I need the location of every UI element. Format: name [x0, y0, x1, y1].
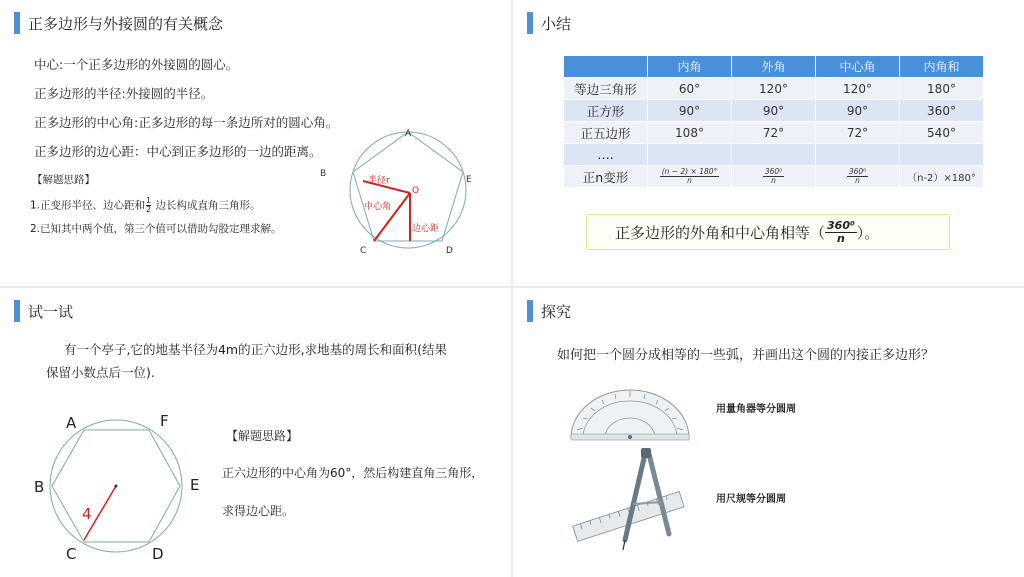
central-angle-formula: [847, 168, 868, 185]
table-cell: [732, 144, 816, 166]
title-accent-bar: [14, 300, 20, 322]
table-cell: [648, 144, 732, 166]
table-cell: [816, 144, 900, 166]
label-C: C: [360, 246, 367, 256]
title-accent-bar: [527, 12, 533, 34]
table-cell: 360°: [900, 100, 984, 122]
slide-explore: [513, 288, 1024, 577]
slide-concepts: [0, 0, 511, 286]
outer-den: n: [771, 175, 776, 185]
title-accent-bar: [527, 300, 533, 322]
table-cell: 等边三角形: [564, 78, 648, 100]
table-cell: 120°: [816, 78, 900, 100]
summary-box: [586, 214, 950, 250]
protractor-image: [569, 388, 691, 442]
concept-radius: 正多边形的半径:外接圆的半径。: [34, 86, 214, 101]
central-den: n: [855, 175, 860, 185]
table-cell: 108°: [648, 122, 732, 144]
table-cell: 90°: [816, 100, 900, 122]
method-protractor: 用量角器等分圆周: [716, 404, 796, 415]
hint-line-2: 2.已知其中两个值，第三个值可以借助勾股定理求解。: [30, 223, 282, 235]
explore-question: 如何把一个圆分成相等的一些弧，并画出这个圆的内接正多边形？: [557, 348, 935, 363]
label-E: E: [466, 175, 472, 185]
table-row: [564, 78, 984, 100]
problem-line-1: 有一个亭子,它的地基半径为4m的正六边形,求地基的周长和面积(结果: [64, 342, 447, 357]
label-radius: 4: [82, 505, 92, 523]
outer-num: 360⁰: [764, 166, 783, 176]
label-E: E: [190, 476, 200, 494]
table-cell: [732, 166, 816, 188]
table-cell: 正n变形: [564, 166, 648, 188]
pentagon: [353, 132, 463, 241]
hint-line-1: [30, 197, 260, 214]
slide-try: [0, 288, 511, 577]
concept-central-angle: 正多边形的中心角:正多边形的每一条边所对的圆心角。: [34, 115, 339, 130]
label-central-angle: 中心角: [364, 202, 392, 212]
table-header-cell: 外角: [732, 56, 816, 78]
table-cell: 60°: [648, 78, 732, 100]
half-fraction: [146, 197, 151, 214]
hexagon-figure: [28, 406, 208, 566]
slide-title: 探究: [541, 303, 572, 321]
problem-line-2: 保留小数点后一位).: [46, 365, 155, 380]
concept-center: 中心:一个正多边形的外接圆的圆心。: [34, 57, 239, 72]
table-cell: [900, 144, 984, 166]
pentagon-figure: [310, 125, 490, 265]
table-header-cell: 内角和: [900, 56, 984, 78]
summary-table: [563, 55, 984, 188]
central-num: 360⁰: [848, 166, 867, 176]
table-cell: 180°: [900, 78, 984, 100]
summary-num: 360⁰: [827, 218, 855, 232]
table-cell: 72°: [732, 122, 816, 144]
table-cell: 90°: [732, 100, 816, 122]
hint-title: 【解题思路】: [226, 429, 299, 443]
summary-fraction: [825, 220, 857, 245]
label-C: C: [66, 545, 77, 563]
table-cell: 正五边形: [564, 122, 648, 144]
label-apothem: 边心距: [412, 224, 440, 234]
table-cell: [648, 166, 732, 188]
half-den: 2: [146, 205, 152, 214]
summary-text-a: 正多边形的外角和中心角相等（: [615, 223, 826, 242]
slide-summary: [513, 0, 1024, 286]
slide-title: 试一试: [28, 303, 74, 321]
table-header-cell: 中心角: [816, 56, 900, 78]
hint-title: 【解题思路】: [32, 174, 95, 186]
table-row: [564, 100, 984, 122]
label-D: D: [152, 545, 164, 563]
inner-angle-formula: [660, 168, 720, 185]
compass-ruler-image: [571, 448, 689, 552]
table-cell: 正方形: [564, 100, 648, 122]
table-row: [564, 166, 984, 188]
label-radius: 半径r: [368, 176, 390, 186]
concept-apothem: 正多边形的边心距：中心到正多边形的一边的距离。: [34, 144, 322, 159]
center-point: [115, 485, 118, 488]
slide-title: 小结: [541, 15, 572, 33]
outer-angle-formula: [763, 168, 784, 185]
method-compass: 用尺规等分圆周: [716, 494, 786, 505]
inner-num: (n − 2) × 180°: [661, 166, 718, 176]
title-accent-bar: [14, 12, 20, 34]
table-cell: （n-2）×180°: [900, 166, 984, 188]
hint1-text-b: 边长构成直角三角形。: [152, 199, 261, 212]
slide-title: 正多边形与外接圆的有关概念: [28, 15, 224, 33]
hint-line-2: 求得边心距。: [222, 504, 295, 518]
table-cell: 72°: [816, 122, 900, 144]
label-B: B: [34, 478, 45, 496]
label-D: D: [446, 246, 453, 256]
table-row: [564, 144, 984, 166]
table-header-row: [564, 56, 984, 78]
table-cell: 90°: [648, 100, 732, 122]
summary-den: n: [836, 231, 845, 245]
label-A: A: [66, 414, 77, 432]
label-O: O: [412, 186, 420, 196]
label-B: B: [320, 169, 327, 179]
table-cell: ….: [564, 144, 648, 166]
table-row: [564, 122, 984, 144]
label-A: A: [405, 129, 412, 139]
table-cell: 120°: [732, 78, 816, 100]
table-header-cell: 内角: [648, 56, 732, 78]
label-F: F: [160, 412, 169, 430]
table-cell: [816, 166, 900, 188]
hint1-text-a: 1.正变形半径、边心距和: [30, 199, 146, 212]
table-cell: 540°: [900, 122, 984, 144]
half-num: 1: [146, 196, 152, 205]
radius-to-c: [374, 193, 410, 241]
circumcircle: [350, 132, 466, 248]
table-header-cell: [564, 56, 648, 78]
summary-text-b: ）。: [856, 223, 880, 242]
hint-line-1: 正六边形的中心角为60°，然后构建直角三角形，: [222, 466, 484, 480]
inner-den: n: [687, 175, 692, 185]
